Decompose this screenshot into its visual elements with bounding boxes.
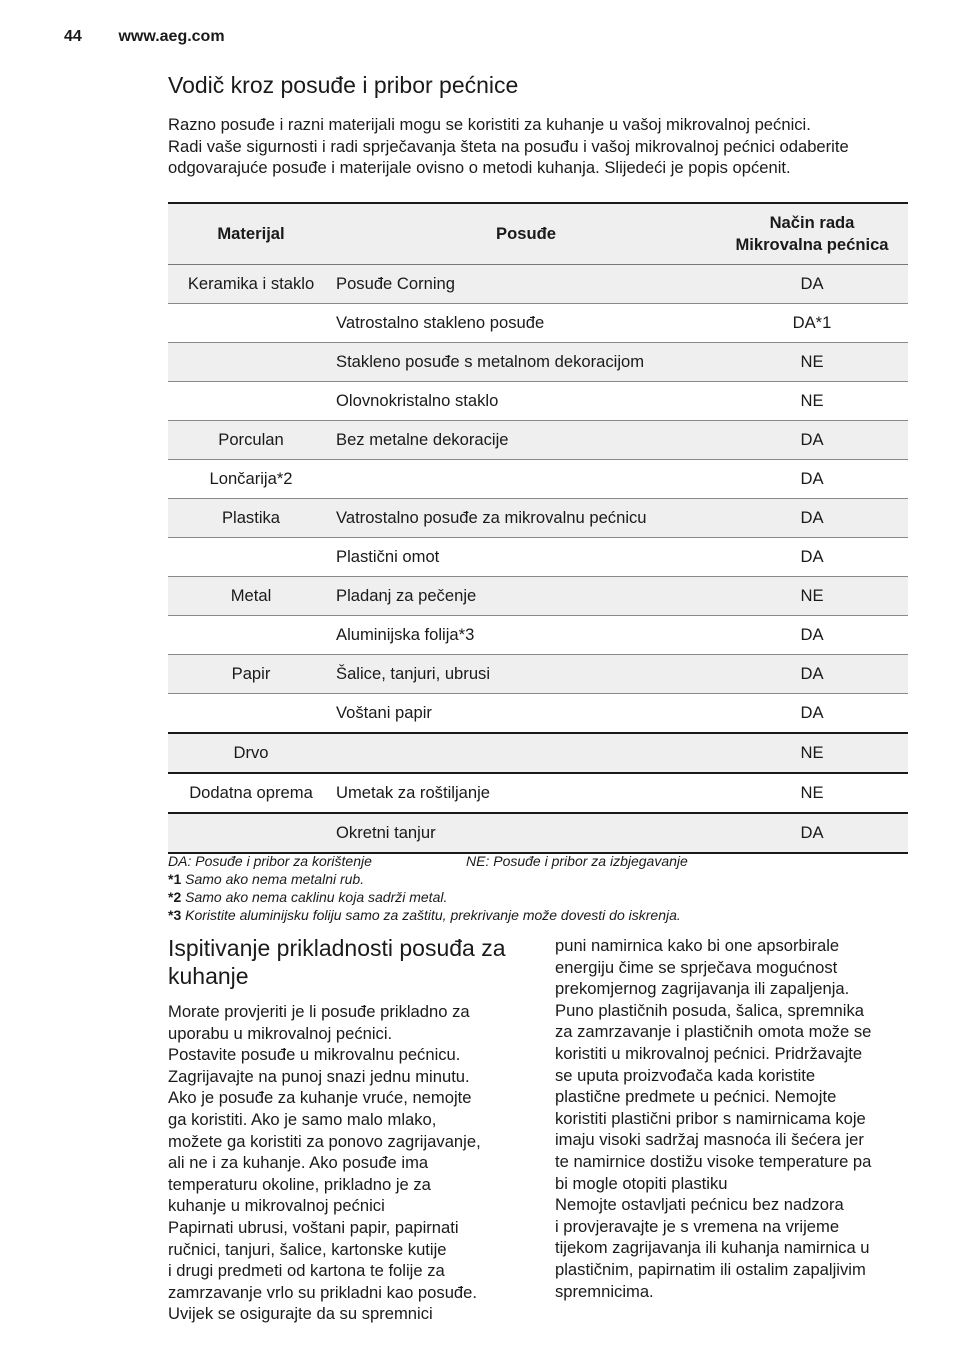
text-line: uporabu u mikrovalnoj pećnici. bbox=[168, 1023, 393, 1043]
text-line: za zamrzavanje i plastičnih omota može se bbox=[555, 1022, 872, 1042]
cell-dish: Aluminijska folija*3 bbox=[334, 616, 716, 655]
cell-material bbox=[168, 343, 334, 382]
cell-material: Drvo bbox=[168, 733, 334, 773]
table-row bbox=[168, 813, 908, 853]
cell-material: Papir bbox=[168, 655, 334, 694]
text-line: puni namirnica kako bi one apsorbirale bbox=[555, 936, 840, 955]
website-link[interactable]: www.aeg.com bbox=[118, 28, 225, 45]
text-line: plastičnim, papirnatim ili ostalim zapaljivim bbox=[555, 1259, 866, 1279]
cell-value: DA bbox=[716, 616, 908, 655]
text-line: plastične predmete u pećnici. Nemojte bbox=[555, 1087, 837, 1107]
cell-value: DA bbox=[716, 499, 908, 538]
cell-dish: Posuđe Corning bbox=[334, 265, 716, 304]
text-line: Papirnati ubrusi, voštani papir, papirnati bbox=[168, 1217, 459, 1237]
cell-dish: Olovnokristalno staklo bbox=[334, 382, 716, 421]
table-row bbox=[168, 343, 908, 382]
text-line: koristiti u mikrovalnoj pećnici. Pridržavajte bbox=[555, 1043, 863, 1063]
legend-row bbox=[168, 852, 908, 870]
table-header-row bbox=[168, 203, 908, 265]
cell-material bbox=[168, 813, 334, 853]
text-line: te namirnice dostižu visoke temperature pa bbox=[555, 1151, 872, 1171]
cell-value: DA bbox=[716, 421, 908, 460]
text-line: Nemojte ostavljati pećnicu bez nadzora bbox=[555, 1195, 844, 1215]
text-line: i drugi predmeti od kartona te folije za bbox=[168, 1261, 445, 1281]
cell-value: DA bbox=[716, 813, 908, 853]
header-mode-line1: Način rada bbox=[769, 213, 855, 232]
table-body bbox=[168, 265, 908, 854]
text-line: ručnici, tanjuri, šalice, kartonske kutije bbox=[168, 1239, 447, 1259]
cell-value: NE bbox=[716, 577, 908, 616]
text-line: kuhanje u mikrovalnoj pećnici bbox=[168, 1196, 385, 1216]
header-mode bbox=[716, 203, 908, 265]
cell-dish: Vatrostalno stakleno posuđe bbox=[334, 304, 716, 343]
header-material: Materijal bbox=[168, 203, 334, 265]
intro-line: Razno posuđe i razni materijali mogu se koristiti za kuhanje u vašoj mikrovalnoj pećnici. bbox=[168, 115, 811, 134]
cell-material bbox=[168, 616, 334, 655]
table-row bbox=[168, 616, 908, 655]
table-row bbox=[168, 773, 908, 813]
right-column-text bbox=[555, 935, 915, 1302]
cell-value: DA bbox=[716, 694, 908, 734]
cell-material: Metal bbox=[168, 577, 334, 616]
footnote-mark: *3 bbox=[168, 907, 182, 923]
cell-material: Porculan bbox=[168, 421, 334, 460]
table-row bbox=[168, 538, 908, 577]
footnote-2 bbox=[168, 888, 908, 906]
page-header bbox=[64, 28, 225, 46]
cell-dish: Stakleno posuđe s metalnom dekoracijom bbox=[334, 343, 716, 382]
section2-heading: Ispitivanje prikladnosti posuđa za kuhanje bbox=[168, 935, 506, 989]
table-row bbox=[168, 265, 908, 304]
cell-material: Dodatna oprema bbox=[168, 773, 334, 813]
footnote-mark: *2 bbox=[168, 889, 182, 905]
footnote-1 bbox=[168, 870, 908, 888]
table-row bbox=[168, 577, 908, 616]
text-line: Ako je posuđe za kuhanje vruće, nemojte bbox=[168, 1088, 472, 1108]
cell-dish: Šalice, tanjuri, ubrusi bbox=[334, 655, 716, 694]
cookware-table bbox=[168, 202, 908, 854]
cell-material: Lončarija*2 bbox=[168, 460, 334, 499]
table-row bbox=[168, 655, 908, 694]
table-row bbox=[168, 733, 908, 773]
cell-dish: Plastični omot bbox=[334, 538, 716, 577]
text-line: tijekom zagrijavanja ili kuhanja namirnica u bbox=[555, 1238, 870, 1258]
text-line: Postavite posuđe u mikrovalnu pećnicu. bbox=[168, 1045, 461, 1065]
left-column-text bbox=[168, 1001, 528, 1325]
table-row bbox=[168, 382, 908, 421]
cell-material bbox=[168, 382, 334, 421]
text-line: Puno plastičnih posuda, šalica, spremnika bbox=[555, 1000, 865, 1020]
text-line: ali ne i za kuhanje. Ako posuđe ima bbox=[168, 1153, 429, 1173]
cell-value: NE bbox=[716, 343, 908, 382]
header-dish: Posuđe bbox=[334, 203, 716, 265]
page-number: 44 bbox=[64, 28, 82, 45]
table-row bbox=[168, 499, 908, 538]
header-mode-line2: Mikrovalna pećnica bbox=[735, 235, 889, 254]
table-row bbox=[168, 460, 908, 499]
cell-dish bbox=[334, 733, 716, 773]
legend-ne: NE: Posuđe i pribor za izbjegavanje bbox=[466, 853, 688, 869]
cell-material: Keramika i staklo bbox=[168, 265, 334, 304]
text-line: bi mogle otopiti plastiku bbox=[555, 1173, 728, 1193]
text-line: se uputa proizvođača kada koristite bbox=[555, 1065, 816, 1085]
cell-dish: Vatrostalno posuđe za mikrovalnu pećnicu bbox=[334, 499, 716, 538]
cell-dish: Pladanj za pečenje bbox=[334, 577, 716, 616]
footnote-3 bbox=[168, 906, 908, 924]
cell-value: NE bbox=[716, 382, 908, 421]
text-line: koristiti plastični pribor s namirnicama koje bbox=[555, 1108, 866, 1128]
text-line: prekomjernog zagrijavanja ili zapaljenja. bbox=[555, 979, 850, 999]
cell-dish: Umetak za roštiljanje bbox=[334, 773, 716, 813]
text-line: Uvijek se osigurajte da su spremnici bbox=[168, 1304, 433, 1324]
footnote-mark: *1 bbox=[168, 871, 182, 887]
text-line: temperaturu okoline, prikladno je za bbox=[168, 1174, 431, 1194]
text-line: zamrzavanje vrlo su prikladni kao posuđe. bbox=[168, 1282, 477, 1302]
legend-da: DA: Posuđe i pribor za korištenje bbox=[168, 853, 372, 869]
text-line: možete ga koristiti za ponovo zagrijavanje, bbox=[168, 1131, 481, 1151]
text-line: Morate provjeriti je li posuđe prikladno za bbox=[168, 1002, 470, 1021]
table-notes bbox=[168, 852, 908, 924]
text-line: energiju čime se sprječava mogućnost bbox=[555, 957, 838, 977]
footnote-text: Koristite aluminijsku foliju samo za zaštitu, prekrivanje može dovesti do iskrenja. bbox=[181, 907, 681, 923]
cell-material bbox=[168, 304, 334, 343]
table-row bbox=[168, 304, 908, 343]
text-line: ga koristiti. Ako je samo malo mlako, bbox=[168, 1109, 437, 1129]
footnote-text: Samo ako nema caklinu koja sadrži metal. bbox=[181, 889, 448, 905]
cell-dish: Bez metalne dekoracije bbox=[334, 421, 716, 460]
cell-value: DA bbox=[716, 460, 908, 499]
text-line: Zagrijavajte na punoj snazi jednu minutu. bbox=[168, 1066, 470, 1086]
cell-dish bbox=[334, 460, 716, 499]
cell-material: Plastika bbox=[168, 499, 334, 538]
cell-value: NE bbox=[716, 773, 908, 813]
cell-value: DA bbox=[716, 265, 908, 304]
text-line: i provjeravajte je s vremena na vrijeme bbox=[555, 1216, 840, 1236]
cell-material bbox=[168, 538, 334, 577]
intro-paragraph bbox=[168, 114, 913, 179]
footnote-text: Samo ako nema metalni rub. bbox=[181, 871, 365, 887]
cell-dish: Okretni tanjur bbox=[334, 813, 716, 853]
cell-value: DA bbox=[716, 538, 908, 577]
text-line: imaju visoki sadržaj masnoća ili šećera jer bbox=[555, 1130, 864, 1150]
text-line: spremnicima. bbox=[555, 1281, 654, 1301]
table-row bbox=[168, 421, 908, 460]
cell-material bbox=[168, 694, 334, 734]
cell-dish: Voštani papir bbox=[334, 694, 716, 734]
intro-line: odgovarajuće posuđe i materijale ovisno o metodi kuhanja. Slijedeći je popis općenit. bbox=[168, 158, 791, 177]
table-row bbox=[168, 694, 908, 734]
section-title: Vodič kroz posuđe i pribor pećnice bbox=[168, 72, 519, 98]
intro-line: Radi vaše sigurnosti i radi sprječavanja šteta na posuđu i vašoj mikrovalnoj pećnici odaberite bbox=[168, 136, 849, 156]
cell-value: DA bbox=[716, 655, 908, 694]
cell-value: NE bbox=[716, 733, 908, 773]
cell-value: DA*1 bbox=[716, 304, 908, 343]
